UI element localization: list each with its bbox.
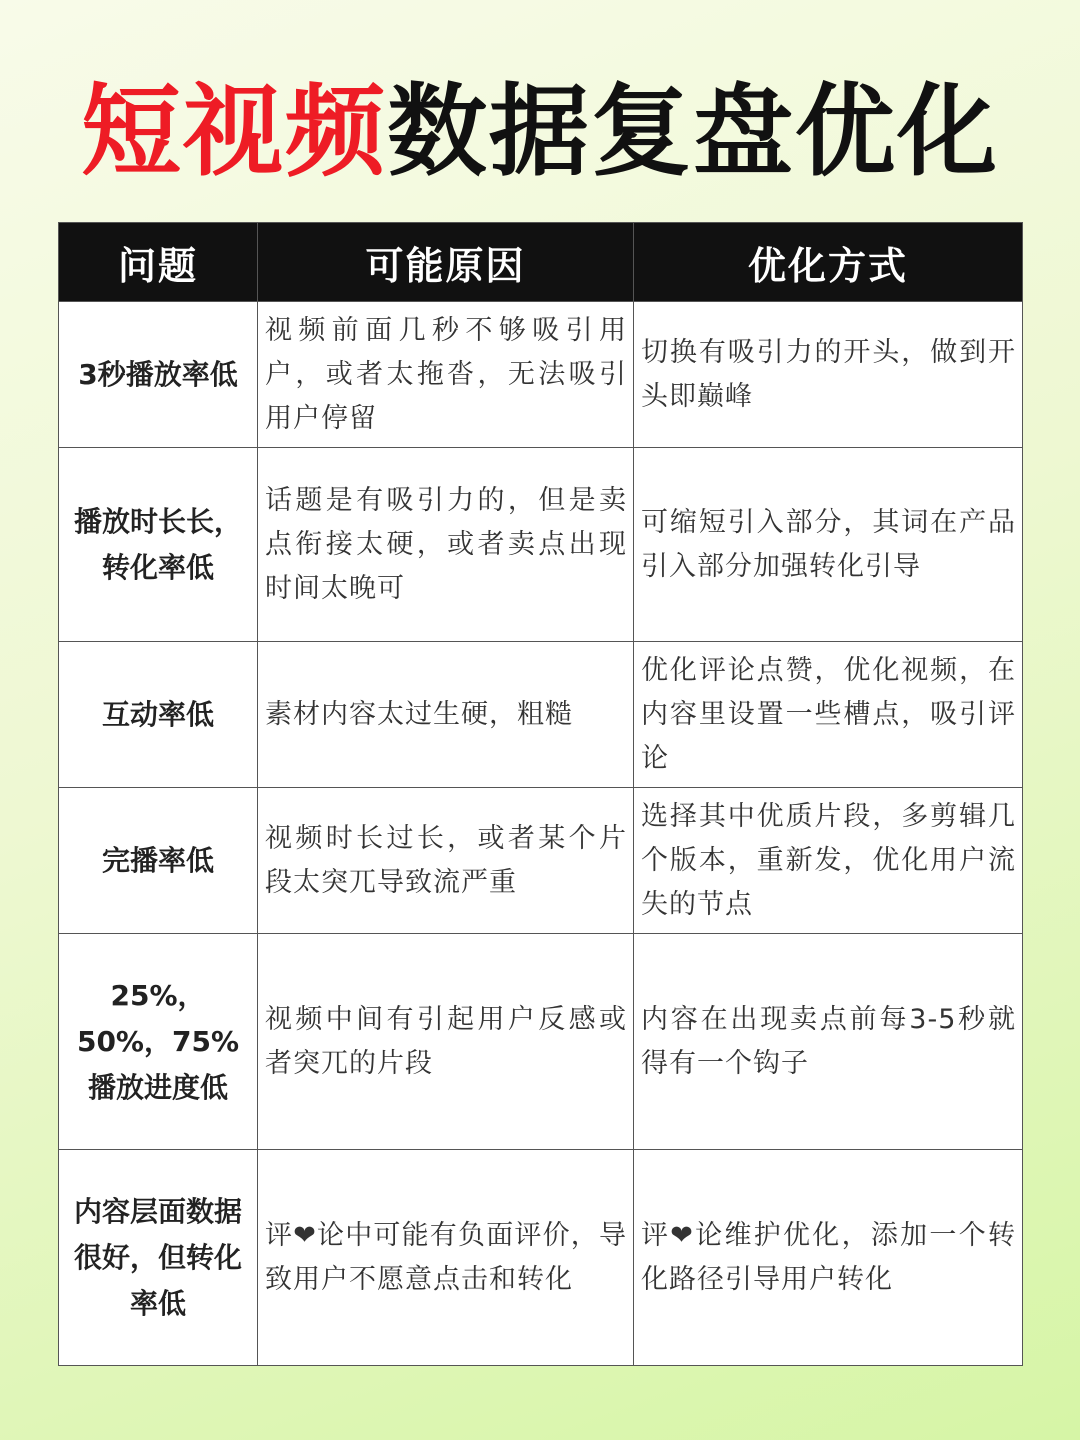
table-header-row bbox=[59, 223, 1023, 302]
issue-cell: 3秒播放率低 bbox=[59, 302, 258, 448]
issue-cell: 内容层面数据很好，但转化率低 bbox=[59, 1150, 258, 1366]
fix-cell: 选择其中优质片段，多剪辑几个版本，重新发，优化用户流失的节点 bbox=[634, 788, 1023, 934]
reason-cell: 视频前面几秒不够吸引用户，或者太拖沓，无法吸引用户停留 bbox=[258, 302, 634, 448]
reason-cell: 话题是有吸引力的，但是卖点衔接太硬，或者卖点出现时间太晚可 bbox=[258, 448, 634, 642]
table-row bbox=[59, 934, 1023, 1150]
reason-cell: 评❤论中可能有负面评价，导致用户不愿意点击和转化 bbox=[258, 1150, 634, 1366]
fix-cell: 评❤论维护优化，添加一个转化路径引导用户转化 bbox=[634, 1150, 1023, 1366]
reason-cell: 视频中间有引起用户反感或者突兀的片段 bbox=[258, 934, 634, 1150]
page-title-highlight: 短视频 bbox=[81, 73, 387, 190]
reason-cell: 视频时长过长，或者某个片段太突兀导致流严重 bbox=[258, 788, 634, 934]
table-row bbox=[59, 1150, 1023, 1366]
fix-cell: 切换有吸引力的开头，做到开头即巅峰 bbox=[634, 302, 1023, 448]
header-fix: 优化方式 bbox=[634, 223, 1023, 302]
table-row bbox=[59, 302, 1023, 448]
reason-cell: 素材内容太过生硬，粗糙 bbox=[258, 642, 634, 788]
header-issue: 问题 bbox=[59, 223, 258, 302]
issue-cell: 互动率低 bbox=[59, 642, 258, 788]
issue-cell: 完播率低 bbox=[59, 788, 258, 934]
table-row bbox=[59, 448, 1023, 642]
optimization-table bbox=[58, 222, 1023, 1366]
fix-cell: 可缩短引入部分，其词在产品引入部分加强转化引导 bbox=[634, 448, 1023, 642]
issue-cell: 播放时长长，转化率低 bbox=[59, 448, 258, 642]
fix-cell: 优化评论点赞，优化视频，在内容里设置一些槽点，吸引评论 bbox=[634, 642, 1023, 788]
issue-cell: 25%，50%，75%播放进度低 bbox=[59, 934, 258, 1150]
page-title-rest: 数据复盘优化 bbox=[387, 73, 999, 190]
header-reason: 可能原因 bbox=[258, 223, 634, 302]
table-row bbox=[59, 788, 1023, 934]
page-title bbox=[0, 72, 1080, 192]
table-row bbox=[59, 642, 1023, 788]
fix-cell: 内容在出现卖点前每3-5秒就得有一个钩子 bbox=[634, 934, 1023, 1150]
